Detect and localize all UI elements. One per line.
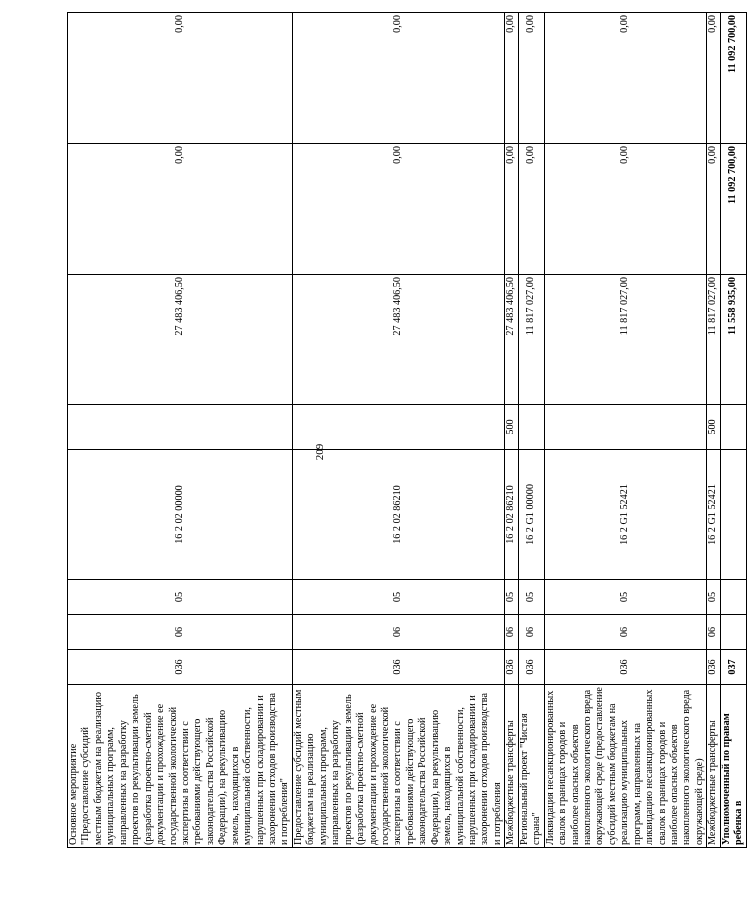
sum2-cell: 11 092 700,00 (720, 144, 746, 275)
budget-table (67, 12, 747, 848)
sum3-cell: 0,00 (544, 13, 707, 144)
podrazdel-cell: 05 (544, 580, 707, 615)
podrazdel-cell (720, 580, 746, 615)
sum2-cell: 0,00 (68, 144, 293, 275)
row-name-cell: Региональный проект "Чистая страна" (518, 685, 544, 848)
sum3-cell: 0,00 (292, 13, 504, 144)
sum2-cell: 0,00 (707, 144, 720, 275)
sum1-cell: 11 558 935,00 (720, 275, 746, 405)
sum1-cell: 11 817 027,00 (518, 275, 544, 405)
table-row (707, 13, 720, 848)
razdel-cell (720, 615, 746, 650)
sum2-cell: 0,00 (505, 144, 518, 275)
podrazdel-cell: 05 (292, 580, 504, 615)
vr-cell (68, 405, 293, 450)
page-number: 209 (314, 443, 326, 461)
sum1-cell: 27 483 406,50 (292, 275, 504, 405)
razdel-cell: 06 (544, 615, 707, 650)
podrazdel-cell: 05 (68, 580, 293, 615)
razdel-cell: 06 (518, 615, 544, 650)
row-name-cell: Основное мероприятие "Предоставление субсидий местным бюджетам на реализацию муниципальных программ, направленных на разработку проектов по рекультивации земель (разработка проектно-сметной документации и прохождение ее государственной экологической экспертизы в соответствии с требованиями действующего законодательства Российской Федерации), на рекультивацию земель, находящихся в муниципальной собственности, нарушенных при складировании и захоронении отходов производства и потребления" (68, 685, 293, 848)
row-name-cell: Межбюджетные трансферты (505, 685, 518, 848)
sum1-cell: 27 483 406,50 (505, 275, 518, 405)
vr-cell (544, 405, 707, 450)
vr-cell: 500 (505, 405, 518, 450)
vedomstvo-cell: 036 (505, 650, 518, 685)
csr-cell: 16 2 02 86210 (292, 450, 504, 580)
csr-cell: 16 2 G1 00000 (518, 450, 544, 580)
razdel-cell: 06 (292, 615, 504, 650)
row-name-cell: Межбюджетные трансферты (707, 685, 720, 848)
sum1-cell: 27 483 406,50 (68, 275, 293, 405)
razdel-cell: 06 (68, 615, 293, 650)
vedomstvo-cell: 036 (518, 650, 544, 685)
sum3-cell: 11 092 700,00 (720, 13, 746, 144)
sum2-cell: 0,00 (544, 144, 707, 275)
vr-cell (720, 405, 746, 450)
vr-cell (292, 405, 504, 450)
podrazdel-cell: 05 (707, 580, 720, 615)
sum2-cell: 0,00 (292, 144, 504, 275)
row-name-cell: Предоставление субсидий местным бюджетам на реализацию муниципальных программ, направленных на разработку проектов по рекультивации земель (разработка проектно-сметной документации и прохождение ее государственной экологической экспертизы в соответствии с требованиями действующего законодательства Российской Федерации), на рекультивацию земель, находящихся в муниципальной собственности, нарушенных при складировании и захоронении отходов производства и потребления (292, 685, 504, 848)
table-row (292, 13, 504, 848)
vedomstvo-cell: 036 (68, 650, 293, 685)
sum1-cell: 11 817 027,00 (707, 275, 720, 405)
csr-cell (720, 450, 746, 580)
table-row (544, 13, 707, 848)
sum2-cell: 0,00 (518, 144, 544, 275)
sum3-cell: 0,00 (505, 13, 518, 144)
csr-cell: 16 2 G1 52421 (544, 450, 707, 580)
table-row (720, 13, 746, 848)
csr-cell: 16 2 G1 52421 (707, 450, 720, 580)
razdel-cell: 06 (707, 615, 720, 650)
vedomstvo-cell: 037 (720, 650, 746, 685)
podrazdel-cell: 05 (505, 580, 518, 615)
vr-cell: 500 (707, 405, 720, 450)
csr-cell: 16 2 02 86210 (505, 450, 518, 580)
vedomstvo-cell: 036 (292, 650, 504, 685)
sum1-cell: 11 817 027,00 (544, 275, 707, 405)
csr-cell: 16 2 02 00000 (68, 450, 293, 580)
row-name-cell: Ликвидация несанкционированных свалок в границах городов и наиболее опасных объектов накопленного экологического вреда окружающей среде (предоставление субсидий местным бюджетам на реализацию муниципальных программ, направленных на ликвидацию несанкционированных свалок в границах городов и наиболее опасных объектов накопленного экологического вреда окружающей среде) (544, 685, 707, 848)
sum3-cell: 0,00 (707, 13, 720, 144)
table-row (518, 13, 544, 848)
vr-cell (518, 405, 544, 450)
sum3-cell: 0,00 (68, 13, 293, 144)
row-name-cell: Уполномоченный по правам ребенка в (720, 685, 746, 848)
vedomstvo-cell: 036 (544, 650, 707, 685)
table-row (505, 13, 518, 848)
razdel-cell: 06 (505, 615, 518, 650)
table-row (68, 13, 293, 848)
sum3-cell: 0,00 (518, 13, 544, 144)
podrazdel-cell: 05 (518, 580, 544, 615)
budget-table-container (67, 13, 745, 848)
vedomstvo-cell: 036 (707, 650, 720, 685)
